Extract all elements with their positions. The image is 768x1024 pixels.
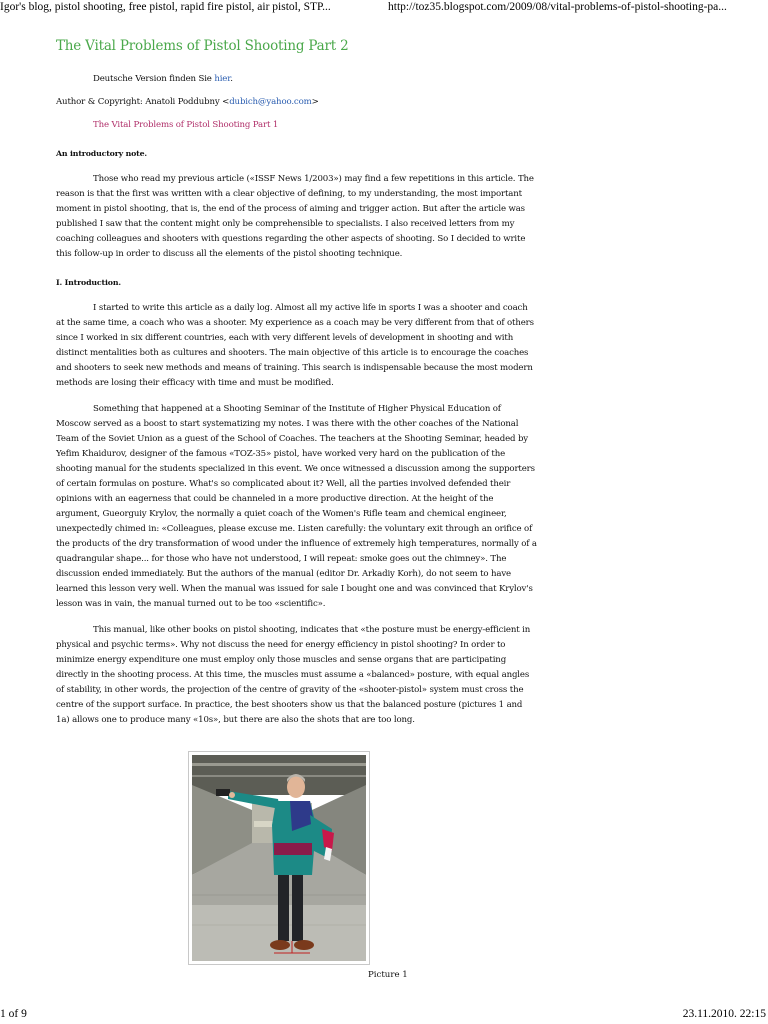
language-line [56, 72, 538, 87]
section1-heading: I. Introduction. [56, 278, 121, 287]
intro-heading: An introductory note. [56, 149, 147, 158]
language-suffix: . [230, 74, 233, 84]
paragraph-1: I started to write this article as a daily log. Almost all my active life in sports I was a shooter and coach at the same time, a coach who was a shooter. My experience as a coach may be very different from that of others since I worked in six different countries, each with very different levels of development in shooting and with distinct mentalities both as cultures and shooters. The main objective of this article is to encourage the coaches and shooters to seek new methods and means of training. This search is indispensable because the most modern methods are losing their efficacy with time and must be modified. [56, 303, 534, 388]
paragraph-3: This manual, like other books on pistol shooting, indicates that «the posture must be energy-efficient in physical and psychic terms». Why not discuss the need for energy efficiency in pistol shooting? In order to minimize energy expenditure one must employ only those muscles and sense organs that are participating directly in the shooting process. At this time, the muscles must assume a «balanced» posture, with equal angles of stability, in other words, the projection of the centre of gravity of the «shooter-pistol» system must cross the centre of the support surface. In practice, the best shooters show us that the balanced posture (pictures 1 and 1a) allows one to produce many «10s», but there are also the shots that are too long. [56, 625, 531, 725]
article-title: The Vital Problems of Pistol Shooting Part 2 [56, 38, 349, 54]
shooter-photo [192, 755, 366, 961]
print-footer [0, 1006, 768, 1024]
author-line [56, 95, 538, 110]
author-email-link[interactable]: dubich@yahoo.com [229, 97, 312, 107]
print-datetime: 23.11.2010. 22:15 [682, 1008, 766, 1020]
print-header [0, 0, 768, 16]
page-url: http://toz35.blogspot.com/2009/08/vital-problems-of-pistol-shooting-pa... [388, 1, 727, 13]
page-counter: 1 of 9 [0, 1008, 27, 1020]
author-suffix: > [311, 97, 319, 107]
picture-1-frame [188, 751, 370, 965]
paragraph-2: Something that happened at a Shooting Seminar of the Institute of Higher Physical Education of Moscow served as a boost to start systematizing my notes. I was there with the other coaches of the National Team of the Soviet Union as a guest of the School of Coaches. The teachers at the Shooting Seminar, headed by Yefim Khaidurov, designer of the famous «TOZ-35» pistol, have worked very hard on the publication of the shooting manual for the students specialized in this event. We once witnessed a discussion among the supporters of certain formulas on posture. What's so complicated about it? Well, all the parties involved defended their opinions with an eagerness that could be channeled in a more productive direction. At the height of the argument, Gueorguiy Krylov, the normally a quiet coach of the Women's Rifle team and chemical engineer, unexpectedly chimed in: «Colleagues, please excuse me. Listen carefully: the voluntary exit through an orifice of the products of the dry transformation of wood under the influence of extremely high temperatures, normally of a quadrangular shape... for those who have not understood, I will repeat: smoke goes out the chimney». The discussion ended immediately. But the authors of the manual (editor Dr. Arkadiy Korh), do not seem to have learned this lesson very well. When the manual was issued for sale I bought one and was convinced that Krylov's lesson was in vain, the manual turned out to be too «scientific». [56, 404, 537, 609]
part1-link[interactable]: The Vital Problems of Pistol Shooting Part 1 [93, 120, 279, 130]
german-version-link[interactable]: hier [214, 74, 231, 84]
language-prefix: Deutsche Version finden Sie [93, 74, 215, 84]
author-prefix: Author & Copyright: Anatoli Poddubny < [56, 97, 230, 107]
intro-paragraph: Those who read my previous article («ISSF News 1/2003») may find a few repetitions in this article. The reason is that the first was written with a clear objective of defining, to my understanding, the most important moment in pistol shooting, that is, the end of the process of aiming and trigger action. But after the article was published I saw that the content might only be comprehensible to specialists. I also received letters from my coaching colleagues and shooters with questions regarding the other aspects of shooting. So I decided to write this follow-up in order to discuss all the elements of the pistol shooting technique. [56, 174, 534, 259]
page-title-header: Igor's blog, pistol shooting, free pistol, rapid fire pistol, air pistol, STP... [0, 1, 331, 13]
figure-caption: Picture 1 [368, 970, 408, 980]
article [56, 38, 538, 737]
